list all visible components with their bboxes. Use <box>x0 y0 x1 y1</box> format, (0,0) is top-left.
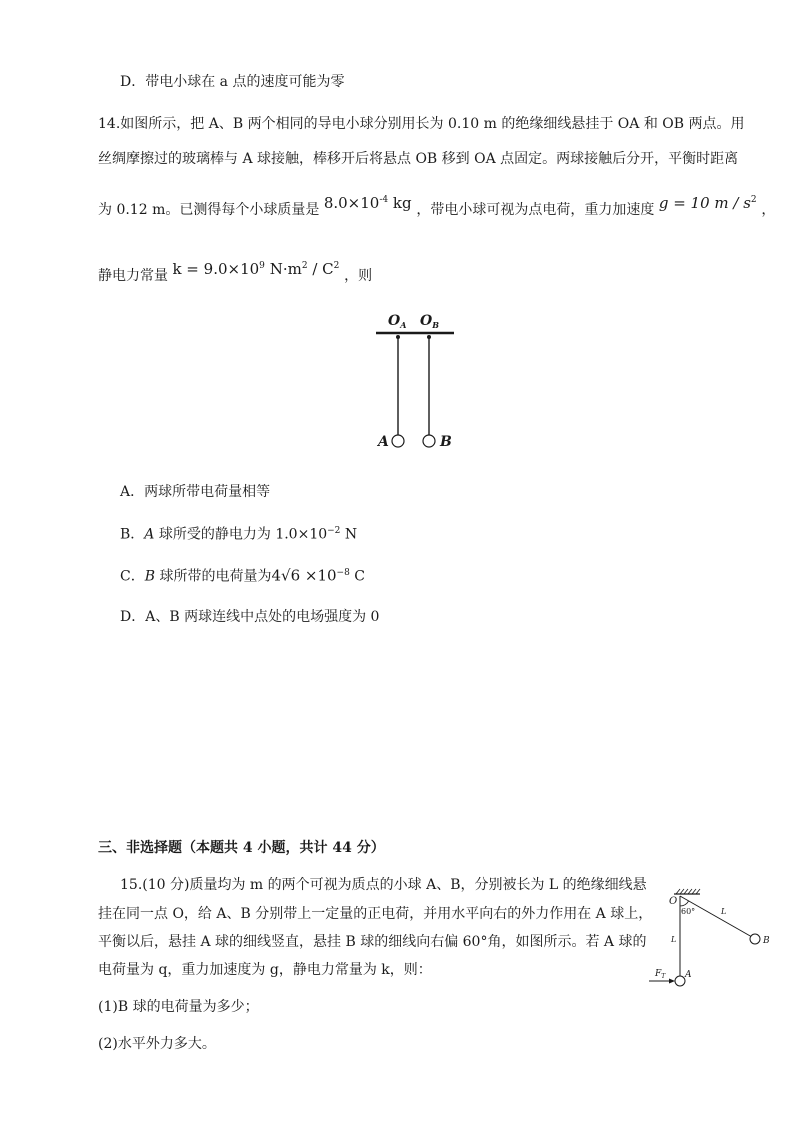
q13-option-d: D．带电小球在 a 点的速度可能为零 <box>120 74 345 90</box>
q14-line-4 <box>98 262 372 286</box>
gravity-value: g = 10 m / s <box>658 194 751 212</box>
q15-pendulum-figure <box>640 884 775 992</box>
mass-exponent: -4 <box>379 195 389 205</box>
label-angle: 60° <box>681 907 696 916</box>
option-b-prefix: B． <box>120 526 145 543</box>
option-b-exponent: −2 <box>327 526 341 536</box>
q14-line-3-c: ， <box>761 202 776 218</box>
q14-line-3-b: ，带电小球可视为点电荷，重力加速度 <box>416 202 655 218</box>
q15-line-2: 挂在同一点 O，给 A、B 分别带上一定量的正电荷，并用水平向右的外力作用在 A 球上， <box>98 906 653 922</box>
option-b-ball: A <box>144 526 155 543</box>
label-b: B <box>763 936 770 946</box>
coulomb-constant-exponent: 9 <box>259 261 265 271</box>
gravity-exponent: 2 <box>750 195 757 205</box>
force-arrow-head-icon <box>669 979 675 984</box>
coulomb-constant-unit-b-exponent: 2 <box>333 261 340 271</box>
label-b: B <box>440 434 452 450</box>
coulomb-constant-expression <box>172 260 344 278</box>
option-b-text: 球所受的静电力为 1.0×10 <box>154 526 328 543</box>
q15-sub-question-1: (1)B 球的电荷量为多少； <box>98 999 259 1015</box>
label-o: O <box>669 896 678 907</box>
string-ob <box>680 896 752 937</box>
coulomb-constant-value: k = 9.0×10 <box>172 260 260 278</box>
q14-pendulum-figure <box>360 305 470 460</box>
q15-line-1: 15.(10 分)质量均为 m 的两个可视为质点的小球 A、B，分别被长为 L 的绝缘细线悬 <box>120 877 647 893</box>
mass-unit: kg <box>392 194 412 212</box>
label-a: A <box>685 970 692 980</box>
label-l-diagonal: L <box>721 907 727 916</box>
label-force: $F_T$ <box>655 969 666 980</box>
option-c-text: 球所带的电荷量为 <box>155 568 272 585</box>
label-l-vertical: L <box>671 935 677 944</box>
option-c-value: 4√6 ×10 <box>271 566 337 585</box>
label-ob: $O_B$ <box>420 313 439 330</box>
ceiling-hatch <box>676 889 700 894</box>
q14-option-b <box>120 521 357 545</box>
q15-sub-question-2: (2)水平外力多大。 <box>98 1036 216 1052</box>
coulomb-constant-unit-b: / C <box>312 260 334 278</box>
option-b-unit: N <box>340 526 358 543</box>
ball-a <box>392 435 404 447</box>
mass-expression <box>324 194 417 212</box>
mass-value: 8.0×10 <box>323 194 380 212</box>
coulomb-constant-unit: N·m <box>269 260 302 278</box>
q14-option-c <box>120 563 365 587</box>
q14-line-3 <box>98 196 775 220</box>
q15-line-3: 平衡以后，悬挂 A 球的细线竖直，悬挂 B 球的细线向右偏 60°角，如图所示。若 A 球的 <box>98 934 647 950</box>
option-c-prefix: C． <box>120 568 145 585</box>
q14-line-1: 14.如图所示，把 A、B 两个相同的导电小球分别用长为 0.10 m 的绝缘细线悬挂于 OA 和 OB 两点。用 <box>98 116 745 132</box>
ball-a <box>675 976 685 986</box>
gravity-expression <box>659 194 762 212</box>
q14-line-3-a: 为 0.12 m。已测得每个小球质量是 <box>98 202 320 218</box>
coulomb-constant-unit-exponent: 2 <box>301 261 308 271</box>
q15-line-4: 电荷量为 q，重力加速度为 g，静电力常量为 k，则： <box>98 962 432 978</box>
angle-arc <box>680 901 689 906</box>
label-oa: $O_A$ <box>388 313 407 330</box>
ball-b <box>423 435 435 447</box>
q14-line-4-b: ，则 <box>344 268 373 284</box>
option-c-exponent: −8 <box>336 568 350 578</box>
option-c-unit: C <box>349 568 365 585</box>
q14-line-4-a: 静电力常量 <box>98 268 168 284</box>
label-a: A <box>378 434 389 450</box>
ball-b <box>750 934 760 944</box>
q14-option-a: A．两球所带电荷量相等 <box>120 484 271 500</box>
section-3-heading: 三、非选择题（本题共 4 小题，共计 44 分） <box>98 840 385 856</box>
q14-line-2: 丝绸摩擦过的玻璃棒与 A 球接触，棒移开后将悬点 OB 移到 OA 点固定。两球接触后分开，平衡时距离 <box>98 151 739 167</box>
option-c-ball: B <box>144 568 156 585</box>
q14-option-d: D．A、B 两球连线中点处的电场强度为 0 <box>120 609 380 625</box>
